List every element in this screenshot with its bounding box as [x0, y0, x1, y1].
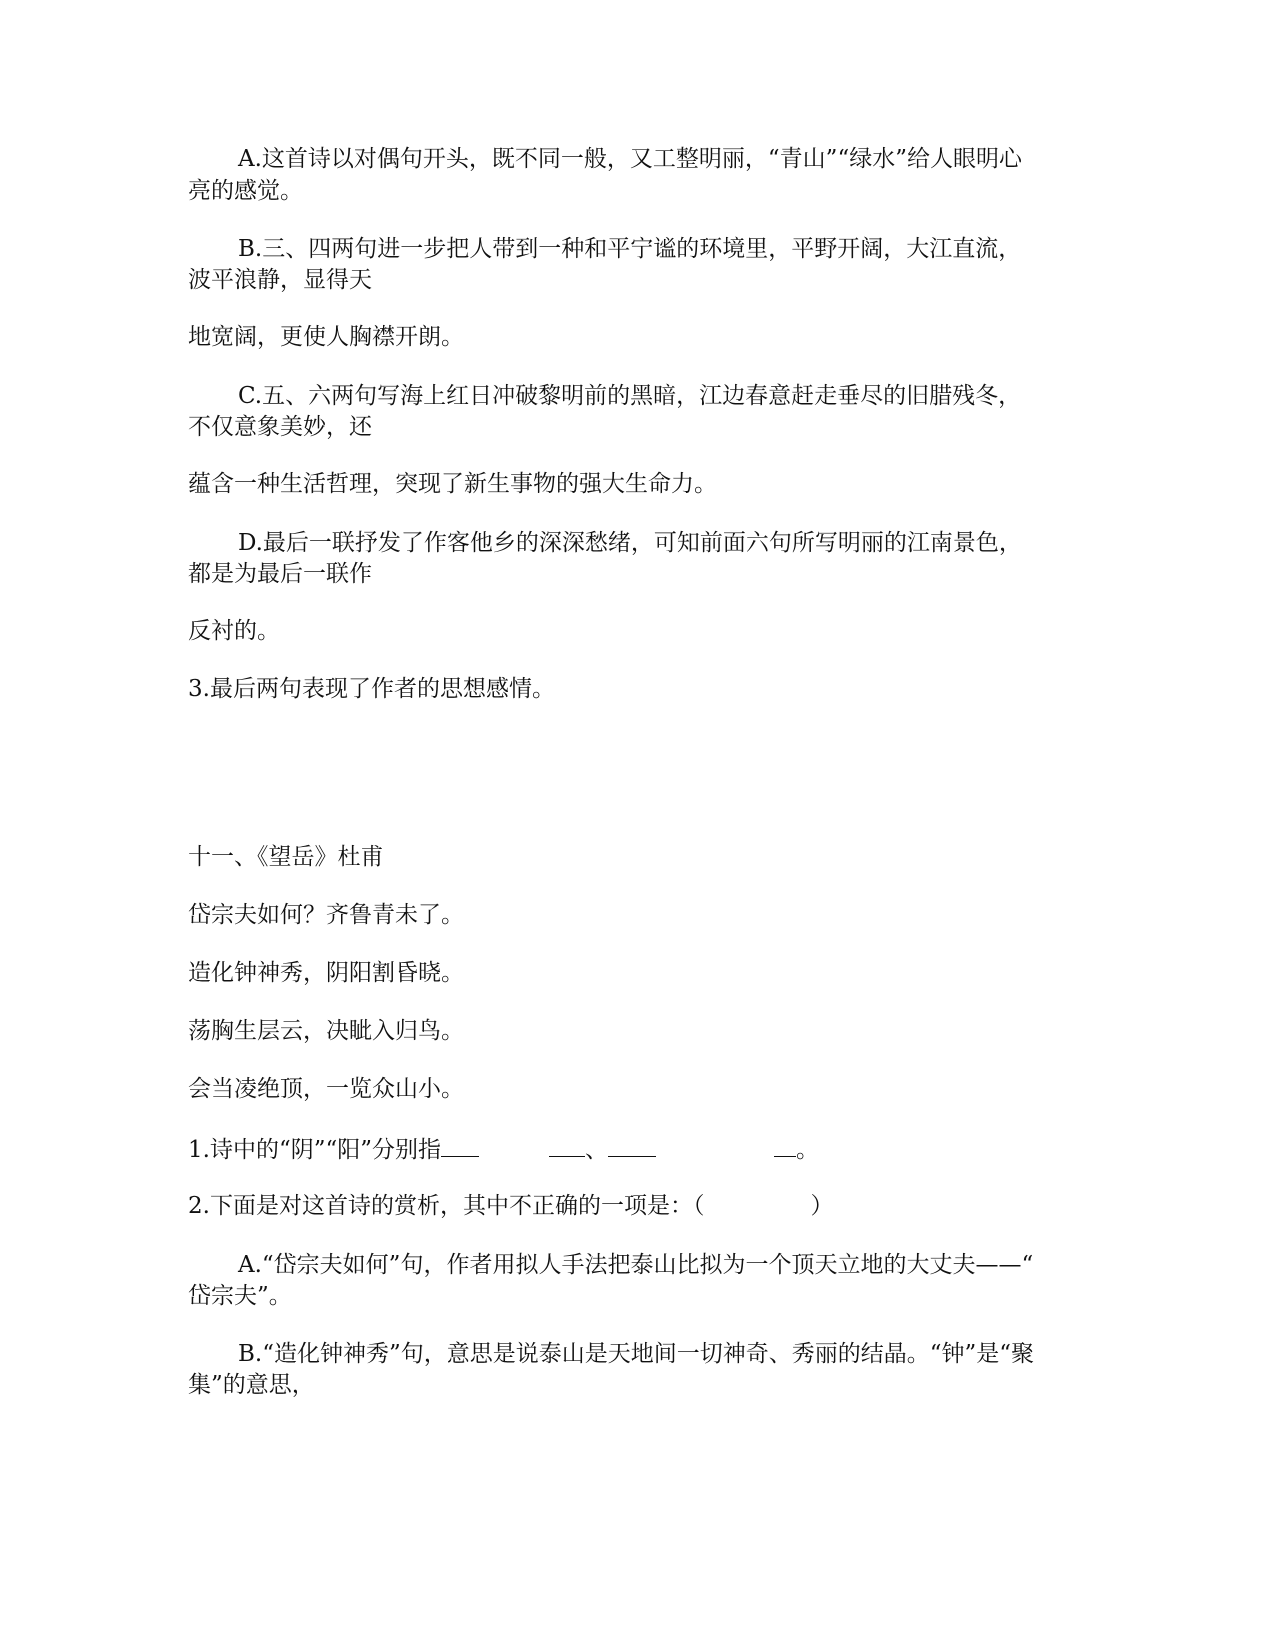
- q10-option-d-line3: 反衬的。: [188, 618, 280, 644]
- q10-option-c-line1: C.五、六两句写海上红日冲破黎明前的黑暗，江边春意赶走垂尽的旧腊残冬，: [238, 383, 1022, 409]
- poem-line-2: 造化钟神秀，阴阳割昏晓。: [188, 960, 464, 986]
- answer-blank-yang-start[interactable]: [608, 1134, 656, 1157]
- q10-option-d-line1: D.最后一联抒发了作客他乡的深深愁绪，可知前面六句所写明丽的江南景色，: [238, 530, 1022, 556]
- q2-close-paren: ）: [810, 1193, 834, 1219]
- q10-option-b-line3: 地宽阔，更使人胸襟开朗。: [188, 324, 464, 350]
- s11-option-b-line2: 集”的意思，: [188, 1372, 315, 1398]
- q10-option-d-line2: 都是为最后一联作: [188, 561, 372, 587]
- q10-option-a-line2: 亮的感觉。: [188, 178, 303, 204]
- s11-option-a-line2: 岱宗夫”。: [188, 1283, 292, 1309]
- poem-line-4: 会当凌绝顶，一览众山小。: [188, 1076, 464, 1102]
- s11-option-b-line1: B.“造化钟神秀”句，意思是说泰山是天地间一切神奇、秀丽的结晶。“钟”是“聚: [238, 1341, 1035, 1367]
- s11-question-2: [188, 1192, 833, 1220]
- q10-option-a-line1: A.这首诗以对偶句开头，既不同一般，又工整明丽，“青山”“绿水”给人眼明心: [238, 146, 1022, 172]
- q2-open-paren: （: [692, 1193, 705, 1219]
- q2-text: 2.下面是对这首诗的赏析，其中不正确的一项是：: [188, 1193, 693, 1219]
- q10-option-b-line2: 波平浪静，显得天: [188, 267, 372, 293]
- q10-option-b-line1: B.三、四两句进一步把人带到一种和平宁谧的环境里，平野开阔，大江直流，: [238, 236, 1022, 262]
- answer-blank-yin-end[interactable]: [549, 1134, 585, 1157]
- q1-prefix: 1.诗中的“阴”“阳”分别指: [188, 1137, 441, 1163]
- answer-blank-yin-start[interactable]: [441, 1134, 479, 1157]
- poem-line-1: 岱宗夫如何？齐鲁青未了。: [188, 902, 464, 928]
- section-11-title: 十一、《望岳》杜甫: [188, 844, 384, 870]
- poem-line-3: 荡胸生层云，决眦入归鸟。: [188, 1018, 464, 1044]
- s11-option-a-line1: A.“岱宗夫如何”句，作者用拟人手法把泰山比拟为一个顶天立地的大丈夫——“: [238, 1252, 1034, 1278]
- q1-end: 。: [795, 1137, 819, 1163]
- q10-question-3: 3.最后两句表现了作者的思想感情。: [188, 676, 555, 702]
- q10-option-c-line2: 不仅意象美妙，还: [188, 414, 372, 440]
- q10-option-c-line3: 蕴含一种生活哲理，突现了新生事物的强大生命力。: [188, 471, 717, 497]
- q1-separator: 、: [584, 1137, 608, 1163]
- s11-question-1: [188, 1134, 819, 1164]
- answer-blank-yang-end[interactable]: [774, 1134, 796, 1157]
